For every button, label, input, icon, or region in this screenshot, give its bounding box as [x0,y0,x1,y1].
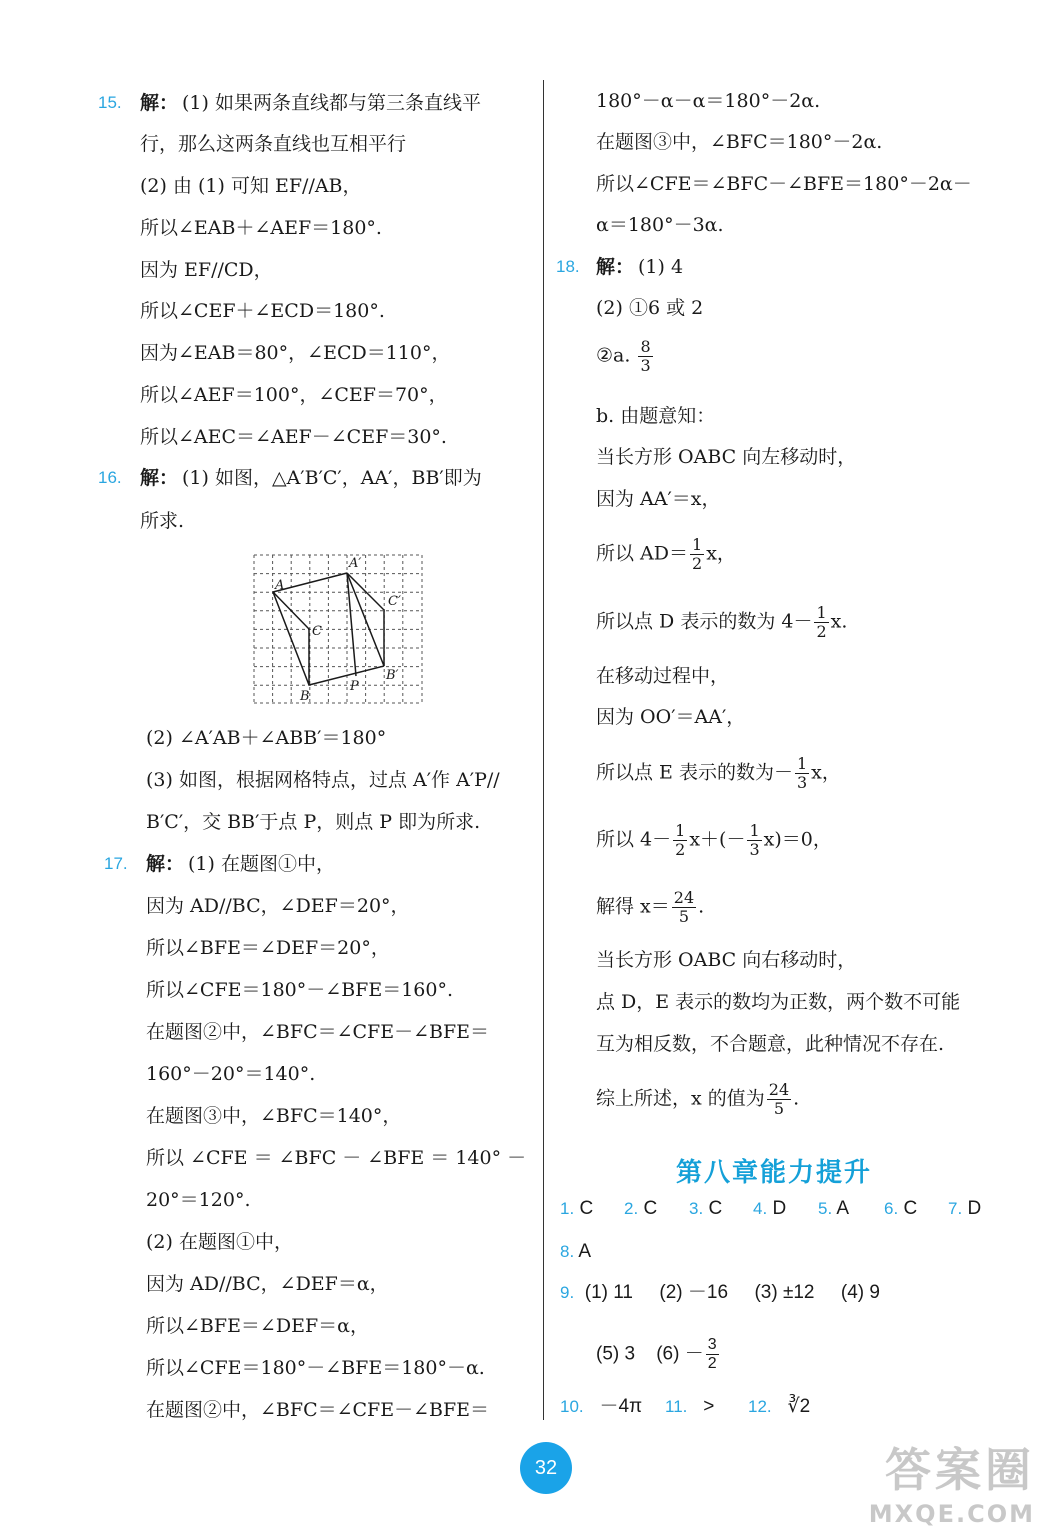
denominator: 2 [692,554,703,573]
solution-head: 解： [140,92,179,114]
label-b-prime: B′ [386,668,399,683]
text-line [596,755,841,792]
label-b: B [300,689,310,704]
answer-item: 7. D [948,1198,982,1219]
text-line: 因为 EF//CD， [140,259,273,281]
text-line: (2) ∠A′AB＋∠ABB′＝180° [146,727,387,749]
solution-head: 解： [146,853,185,875]
text-line: α＝180°－3α. [596,214,724,236]
text-line: (1) 在题图①中， [188,853,335,875]
answer-item: 2. C [624,1198,658,1219]
numerator: 1 [675,821,686,840]
answer-item: 3. C [689,1198,723,1219]
watermark [869,1434,1035,1528]
solution-head: 解： [596,256,635,278]
text-fragment: 解得 x＝ [596,895,670,918]
chapter-title: 第八章能力提升 [676,1158,873,1188]
text-line: 所以∠CFE＝180°－∠BFE＝180°－α. [146,1357,485,1379]
text-fragment: 所以点 D 表示的数为 4－ [596,610,813,633]
problem-number: 15. [98,93,122,112]
text-line [596,822,832,859]
text-line: (2) 由 (1) 可知 EF//AB， [140,175,362,197]
problem-number: 18. [556,257,580,276]
label-p: P [350,679,359,694]
page-number: 32 [520,1442,572,1494]
text-line [596,536,736,573]
text-fragment: . [698,895,705,918]
fraction [814,604,828,641]
denominator: 3 [749,840,760,859]
text-fragment: x＋(－ [689,828,746,851]
text-line: 行，那么这两条直线也互相平行 [140,133,407,155]
text-line [596,1081,799,1118]
text-line: (2) ①6 或 2 [596,297,704,319]
text-line: 所以∠EAB＋∠AEF＝180°. [140,217,382,239]
column-divider [543,80,544,1420]
text-line: b. 由题意知： [596,405,716,427]
text-fragment: x)＝0， [763,828,832,851]
label-c: C [312,624,322,639]
fraction [795,755,809,792]
fraction [638,338,652,375]
answer-item: 11. > [665,1396,715,1417]
denominator: 2 [675,840,686,859]
text-fragment: ②a. [596,344,631,367]
denominator: 2 [816,622,827,641]
numerator: 1 [816,603,827,622]
text-line: 因为 AD//BC，∠DEF＝α， [146,1273,389,1295]
denominator: 3 [640,356,651,375]
label-c-prime: C′ [388,594,401,609]
text-line: 20°＝120°. [146,1189,251,1211]
text-line: 在题图②中，∠BFC＝∠CFE－∠BFE＝ [146,1021,490,1043]
problem-number: 16. [98,468,122,487]
text-line: (1) 如果两条直线都与第三条直线平 [182,92,481,114]
text-line: (1) 4 [638,256,684,278]
numerator: 8 [640,337,651,356]
numerator: 24 [673,888,695,907]
text-line [596,338,655,375]
text-line: 当长方形 OABC 向右移动时， [596,949,857,971]
answer-item: 1. C [560,1198,594,1219]
denominator: 3 [796,773,808,792]
numerator: 1 [692,535,703,554]
answer-item: 8. A [560,1241,592,1262]
text-line: 因为 AD//BC，∠DEF＝20°， [146,895,410,917]
text-line: 互为相反数，不合题意，此种情况不存在. [596,1033,945,1055]
problem-number: 17. [104,854,128,873]
text-line: 点 D，E 表示的数均为正数，两个数不可能 [596,991,961,1013]
solution-head: 解： [140,467,179,489]
text-line: 所以∠BFE＝∠DEF＝20°， [146,937,390,959]
denominator: 5 [773,1099,785,1118]
fraction [690,536,704,573]
answer-item: 4. D [753,1198,787,1219]
text-fragment: . [793,1087,800,1110]
text-line: (3) 如图，根据网格特点，过点 A′作 A′P// [146,769,500,791]
fraction [767,1081,791,1118]
label-a: A [275,578,285,593]
label-a-prime: A′ [349,556,362,571]
answer-item: 9. (1) 11 (2) －16 (3) ±12 (4) 9 [560,1282,880,1303]
fraction: $\frac{3}{2}$ [707,1336,717,1372]
fraction [673,822,687,859]
text-line: 所以 ∠CFE ＝ ∠BFC － ∠BFE ＝ 140° － [146,1147,527,1169]
text-fragment: 所以点 E 表示的数为－ [596,761,793,784]
text-line: (1) 如图，△A′B′C′，AA′，BB′即为 [182,467,482,489]
text-fragment: 所以 4－ [596,828,672,851]
text-line: 在题图③中，∠BFC＝180°－2α. [596,131,883,153]
text-line: 所以∠CEF＋∠ECD＝180°. [140,300,385,322]
text-line: 因为 AA′＝x， [596,488,721,510]
text-fragment: 综上所述，x 的值为 [596,1087,765,1110]
text-line: 在移动过程中， [596,665,730,687]
answer-item: 12. ∛2 [748,1396,811,1417]
text-line: 160°－20°＝140°. [146,1063,316,1085]
text-line: (2) 在题图①中， [146,1231,293,1253]
text-line: 当长方形 OABC 向左移动时， [596,446,857,468]
text-line: 所以∠AEC＝∠AEF－∠CEF＝30°. [140,426,447,448]
denominator: 5 [678,907,690,926]
text-fragment: x. [830,610,848,633]
text-line: 因为∠EAB＝80°，∠ECD＝110°， [140,342,451,364]
text-line: 所以∠CFE＝180°－∠BFE＝160°. [146,979,454,1001]
numerator: 1 [749,821,760,840]
grid-figure [252,553,424,705]
numerator: 24 [768,1080,790,1099]
text-line: 所求. [140,510,185,532]
watermark-url: MXQE.COM [868,1500,1035,1528]
text-fragment: 所以 AD＝ [596,542,688,565]
text-line: 在题图②中，∠BFC＝∠CFE－∠BFE＝ [146,1399,490,1421]
text-line [596,889,704,926]
text-line [596,604,847,641]
text-fragment: x， [706,542,736,565]
fraction [672,889,696,926]
text-line: 所以∠AEF＝100°，∠CEF＝70°， [140,384,448,406]
text-line: 所以∠CFE＝∠BFC－∠BFE＝180°－2α－ [596,173,972,195]
answer-item: 10. －4π [560,1396,643,1417]
answer-item: 6. C [884,1198,918,1219]
text-fragment: x， [811,761,841,784]
watermark-logo-text: 答案圈 [885,1443,1035,1497]
fraction [747,822,761,859]
answer-item: (5) 3 (6) － $\frac{3}{2}$ [596,1336,717,1372]
text-line: 在题图③中，∠BFC＝140°， [146,1105,402,1127]
text-line: 所以∠BFE＝∠DEF＝α， [146,1315,369,1337]
answer-item: 5. A [818,1198,850,1219]
text-line: B′C′，交 BB′于点 P，则点 P 即为所求. [146,811,481,833]
numerator: 1 [796,754,808,773]
text-line: 因为 OO′＝AA′， [596,706,746,728]
text-line: 180°－α－α＝180°－2α. [596,90,821,112]
